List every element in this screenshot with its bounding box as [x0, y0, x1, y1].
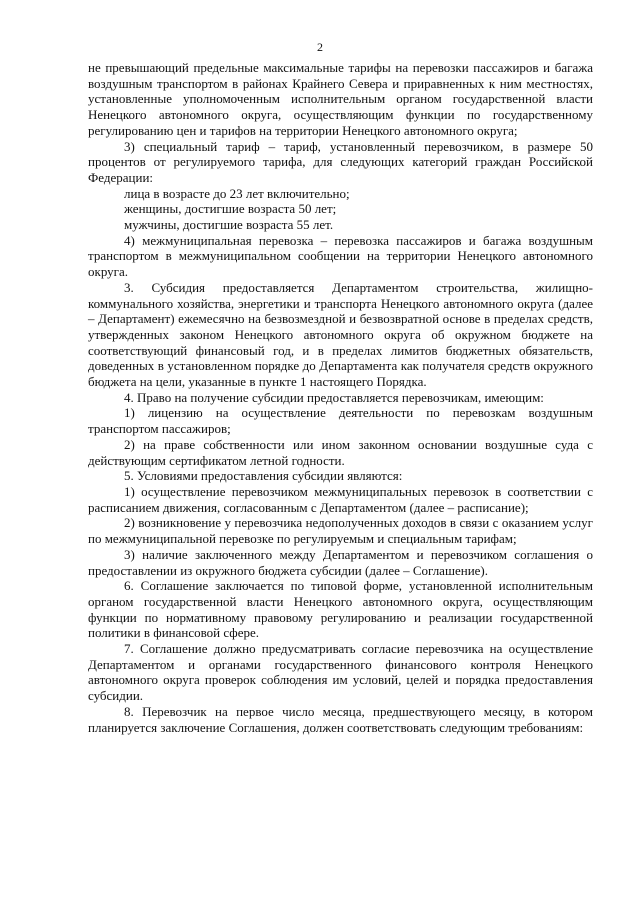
- paragraph-intermunicipal-transport: 4) межмуниципальная перевозка – перевозка пассажиров и багажа воздушным транспортом в межмуниципальном сообщении на территории Ненецкого автономного округа.: [88, 232, 593, 280]
- paragraph-5-item-3: 3) наличие заключенного между Департаментом и перевозчиком соглашения о предоставлении из окружного бюджета субсидии (далее – Соглашение).: [88, 546, 593, 578]
- page-number: 2: [317, 40, 323, 54]
- paragraph-special-tariff: 3) специальный тариф – тариф, установленный перевозчиком, в размере 50 процентов от регулируемого тарифа, для следующих категорий граждан Российской Федерации:: [88, 138, 593, 185]
- paragraph-4-item-2: 2) на праве собственности или ином законном основании воздушные суда с действующим сертификатом летной годности.: [88, 436, 593, 468]
- paragraph-7-agreement: 7. Соглашение должно предусматривать согласие перевозчика на осуществление Департаментом и органами государственного финансового контроля Ненецкого автономного округа проверок соблюдения им условий, целей и порядка предоставления субсидии.: [88, 641, 593, 704]
- category-women-50: женщины, достигшие возраста 50 лет;: [124, 201, 337, 217]
- paragraph-4-item-1: 1) лицензию на осуществление деятельности по перевозкам воздушным транспортом пассажиров;: [88, 405, 593, 437]
- paragraph-6-agreement: 6. Соглашение заключается по типовой форме, установленной исполнительным органом государственной власти Ненецкого автономного округа, осуществляющим функции по нормативному правовому регулированию и реализации государственной политики в финансовой сфере.: [88, 578, 593, 641]
- category-age-23: лица в возрасте до 23 лет включительно;: [124, 185, 350, 201]
- paragraph-5-item-1: 1) осуществление перевозчиком межмуниципальных перевозок в соответствии с расписанием движения, согласованным с Департаментом (далее – расписание);: [88, 483, 593, 515]
- paragraph-3-subsidy: 3. Субсидия предоставляется Департаментом строительства, жилищно-коммунального хозяйства, энергетики и транспорта Ненецкого автономного округа (далее – Департамент) ежемесячно на безвозмездной и безвозвратной основе в пределах средств, утвержденных законом Ненецкого автономного округа об окружном бюджете на соответствующий финансовый год, и в пределах лимитов бюджетных обязательств, доведенных в установленном порядке до Департамента как получателя средств окружного бюджета на цели, указанные в пункте 1 настоящего Порядка.: [88, 279, 593, 390]
- paragraph-continuation: не превышающий предельные максимальные тарифы на перевозки пассажиров и багажа воздушным транспортом в районах Крайнего Севера и приравненных к ним местностях, установленные уполномоченным исполнительным органом государственной власти Ненецкого автономного округа, осуществляющим функции по государственному регулированию цен и тарифов на территории Ненецкого автономного округа;: [88, 60, 593, 138]
- paragraph-5-conditions: 5. Условиями предоставления субсидии являются:: [124, 468, 403, 484]
- document-body: [88, 60, 593, 735]
- category-men-55: мужчины, достигшие возраста 55 лет.: [124, 217, 334, 233]
- paragraph-8-carrier: 8. Перевозчик на первое число месяца, предшествующего месяцу, в котором планируется заключение Соглашения, должен соответствовать следующим требованиям:: [88, 703, 593, 735]
- paragraph-5-item-2: 2) возникновение у перевозчика недополученных доходов в связи с оказанием услуг по межмуниципальной перевозке по регулируемым и специальным тарифам;: [88, 515, 593, 547]
- paragraph-4-right: 4. Право на получение субсидии предоставляется перевозчикам, имеющим:: [124, 389, 544, 405]
